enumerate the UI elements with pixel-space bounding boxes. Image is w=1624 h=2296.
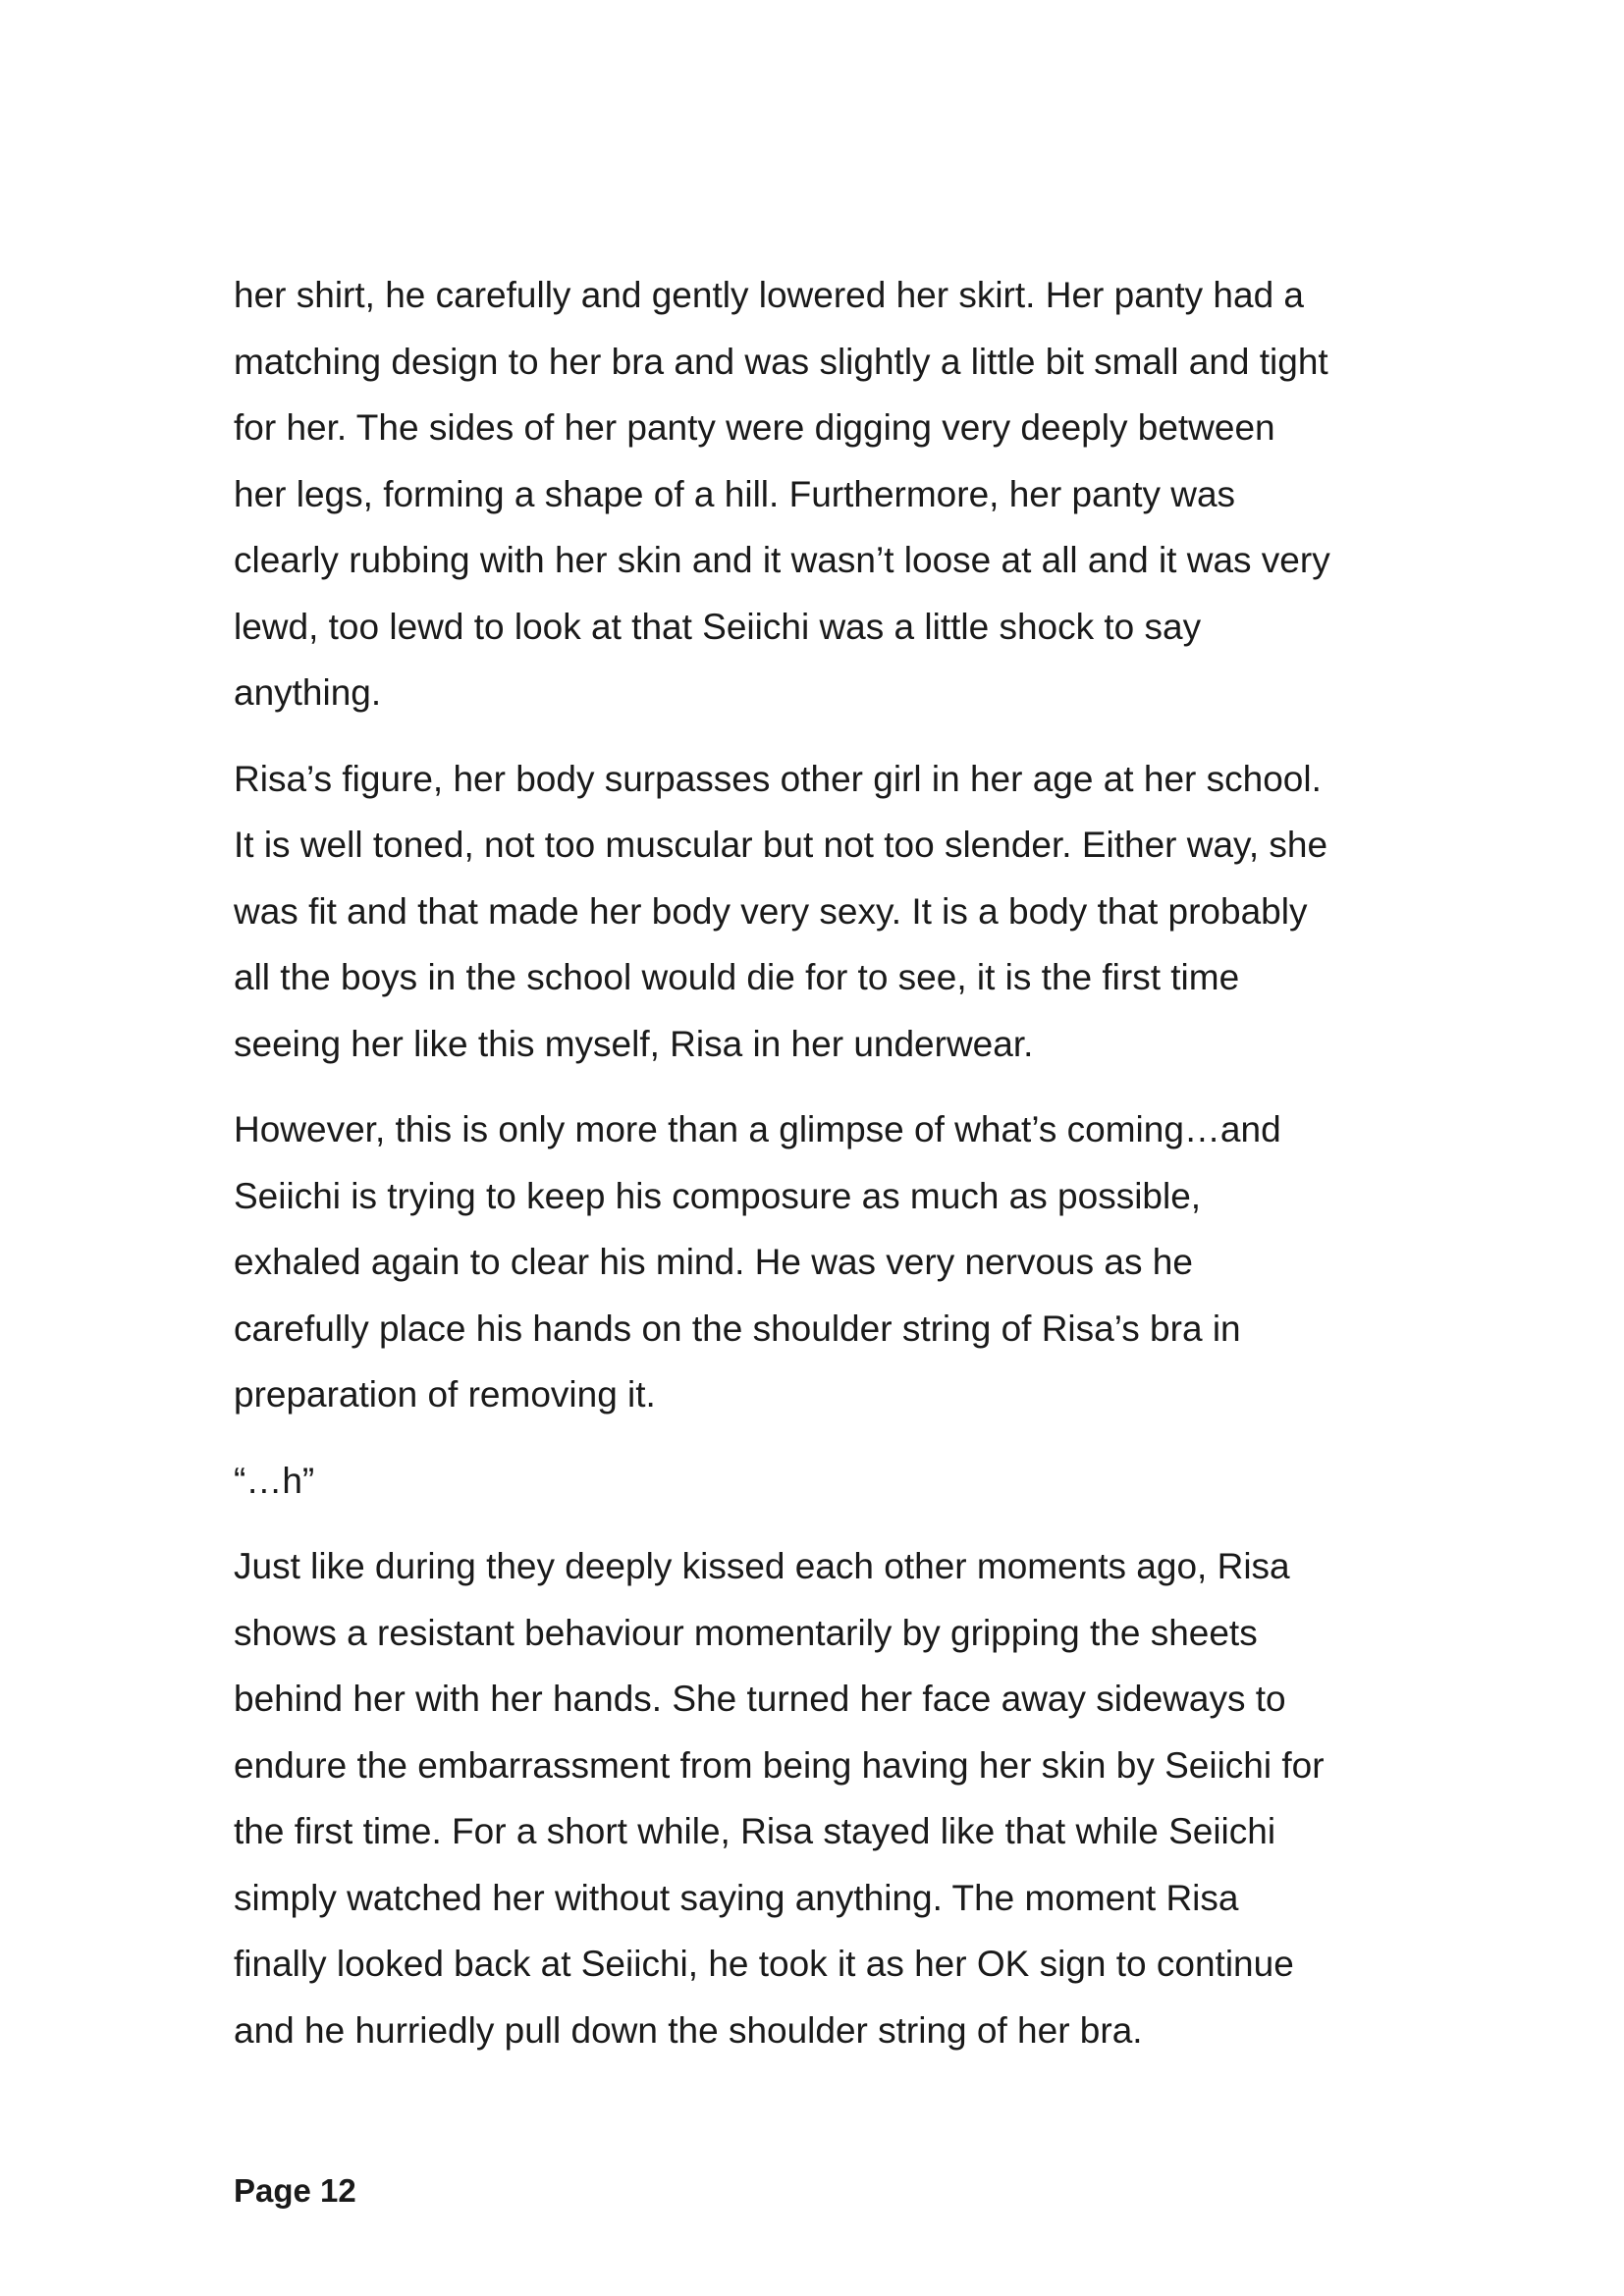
text-line: clearly rubbing with her skin and it wasn’t loose at all and it was very — [234, 540, 1330, 580]
text-line: It is well toned, not too muscular but not too slender. Either way, she — [234, 825, 1328, 865]
text-line: the first time. For a short while, Risa stayed like that while Seiichi — [234, 1811, 1276, 1851]
text-line: exhaled again to clear his mind. He was very nervous as he — [234, 1242, 1193, 1282]
text-line: endure the embarrassment from being having her skin by Seiichi for — [234, 1744, 1325, 1786]
paragraph — [234, 1448, 1412, 1515]
text-line: finally looked back at Seiichi, he took it as her OK sign to continue — [234, 1944, 1294, 1984]
text-line: simply watched her without saying anything. The moment Risa — [234, 1877, 1239, 1918]
text-line: Risa’s figure, her body surpasses other girl in her age at her school. — [234, 758, 1322, 799]
text-line: her legs, forming a shape of a hill. Furthermore, her panty was — [234, 473, 1236, 514]
text-line: preparation of removing it. — [234, 1374, 656, 1415]
text-line: for her. The sides of her panty were digging very deeply between — [234, 407, 1275, 448]
text-line: seeing her like this myself, Risa in her underwear. — [234, 1023, 1034, 1064]
page-number: Page 12 — [234, 2172, 356, 2209]
text-line: all the boys in the school would die for to see, it is the first time — [234, 957, 1240, 997]
text-line: was fit and that made her body very sexy. It is a body that probably — [234, 890, 1308, 932]
text-line: anything. — [234, 672, 382, 713]
text-line: “…h” — [234, 1460, 315, 1501]
text-line: Seiichi is trying to keep his composure as much as possible, — [234, 1175, 1202, 1216]
text-line: matching design to her bra and was slightly a little bit small and tight — [234, 341, 1328, 382]
text-line: her shirt, he carefully and gently lowered her skirt. Her panty had a — [234, 275, 1305, 315]
text-line: shows a resistant behaviour momentarily by gripping the sheets — [234, 1612, 1258, 1653]
text-line: However, this is only more than a glimpse of what’s coming…and — [234, 1109, 1281, 1149]
paragraph — [234, 1096, 1412, 1428]
text-line: behind her with her hands. She turned her face away sideways to — [234, 1679, 1286, 1719]
body-text — [234, 262, 1412, 2083]
text-line: and he hurriedly pull down the shoulder string of her bra. — [234, 2009, 1143, 2051]
paragraph — [234, 1533, 1412, 2063]
paragraph — [234, 746, 1412, 1078]
text-line: carefully place his hands on the shoulder string of Risa’s bra in — [234, 1308, 1241, 1349]
text-line: Just like during they deeply kissed each other moments ago, Risa — [234, 1546, 1290, 1586]
paragraph — [234, 262, 1412, 726]
text-line: lewd, too lewd to look at that Seiichi was a little shock to say — [234, 606, 1202, 647]
